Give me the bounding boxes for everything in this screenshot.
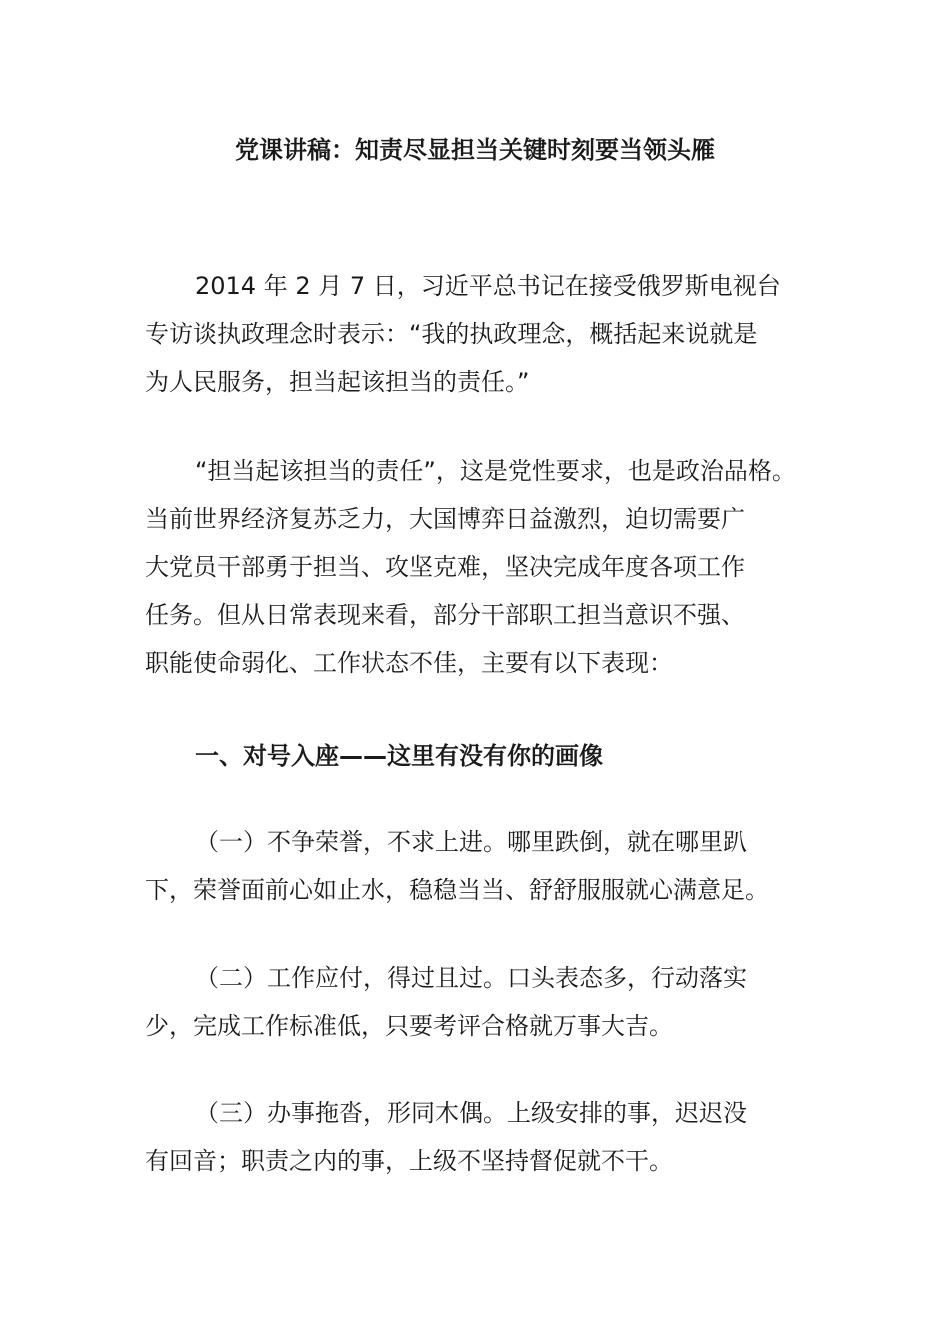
- paragraph-line: 专访谈执政理念时表示：“我的执政理念，概括起来说就是: [145, 320, 758, 348]
- paragraph-line: 为人民服务，担当起该担当的责任。”: [145, 368, 530, 396]
- paragraph-line: 职能使命弱化、工作状态不佳，主要有以下表现：: [145, 649, 673, 677]
- subsection-paragraph-3: [145, 1089, 825, 1185]
- document-title: 党课讲稿：知责尽显担当关键时刻要当领头雁: [235, 136, 715, 164]
- intro-paragraph: [145, 262, 825, 406]
- paragraph-line: 2014 年 2 月 7 日，习近平总书记在接受俄罗斯电视台: [195, 272, 781, 300]
- paragraph-line: （三）办事拖沓，形同木偶。上级安排的事，迟迟没: [195, 1099, 747, 1127]
- subsection-paragraph-1: [145, 818, 825, 914]
- section-heading-text: 一、对号入座——这里有没有你的画像: [195, 742, 603, 770]
- paragraph-line: （二）工作应付，得过且过。口头表态多，行动落实: [195, 964, 747, 992]
- paragraph-line: 当前世界经济复苏乏力，大国博弈日益激烈，迫切需要广: [145, 505, 745, 533]
- paragraph-line: 少，完成工作标准低，只要考评合格就万事大吉。: [145, 1012, 673, 1040]
- paragraph-line: 下，荣誉面前心如止水，稳稳当当、舒舒服服就心满意足。: [145, 876, 769, 904]
- paragraph-line: 任务。但从日常表现来看，部分干部职工担当意识不强、: [145, 601, 745, 629]
- subsection-paragraph-2: [145, 954, 825, 1050]
- paragraph-line: （一）不争荣誉，不求上进。哪里跌倒，就在哪里趴: [195, 828, 747, 856]
- paragraph-line: 有回音；职责之内的事，上级不坚持督促就不干。: [145, 1147, 673, 1175]
- context-paragraph: [145, 447, 825, 687]
- section-heading: [145, 732, 825, 780]
- paragraph-line: 大党员干部勇于担当、攻坚克难，坚决完成年度各项工作: [145, 553, 745, 581]
- paragraph-line: “担当起该担当的责任”，这是党性要求，也是政治品格。: [195, 457, 796, 485]
